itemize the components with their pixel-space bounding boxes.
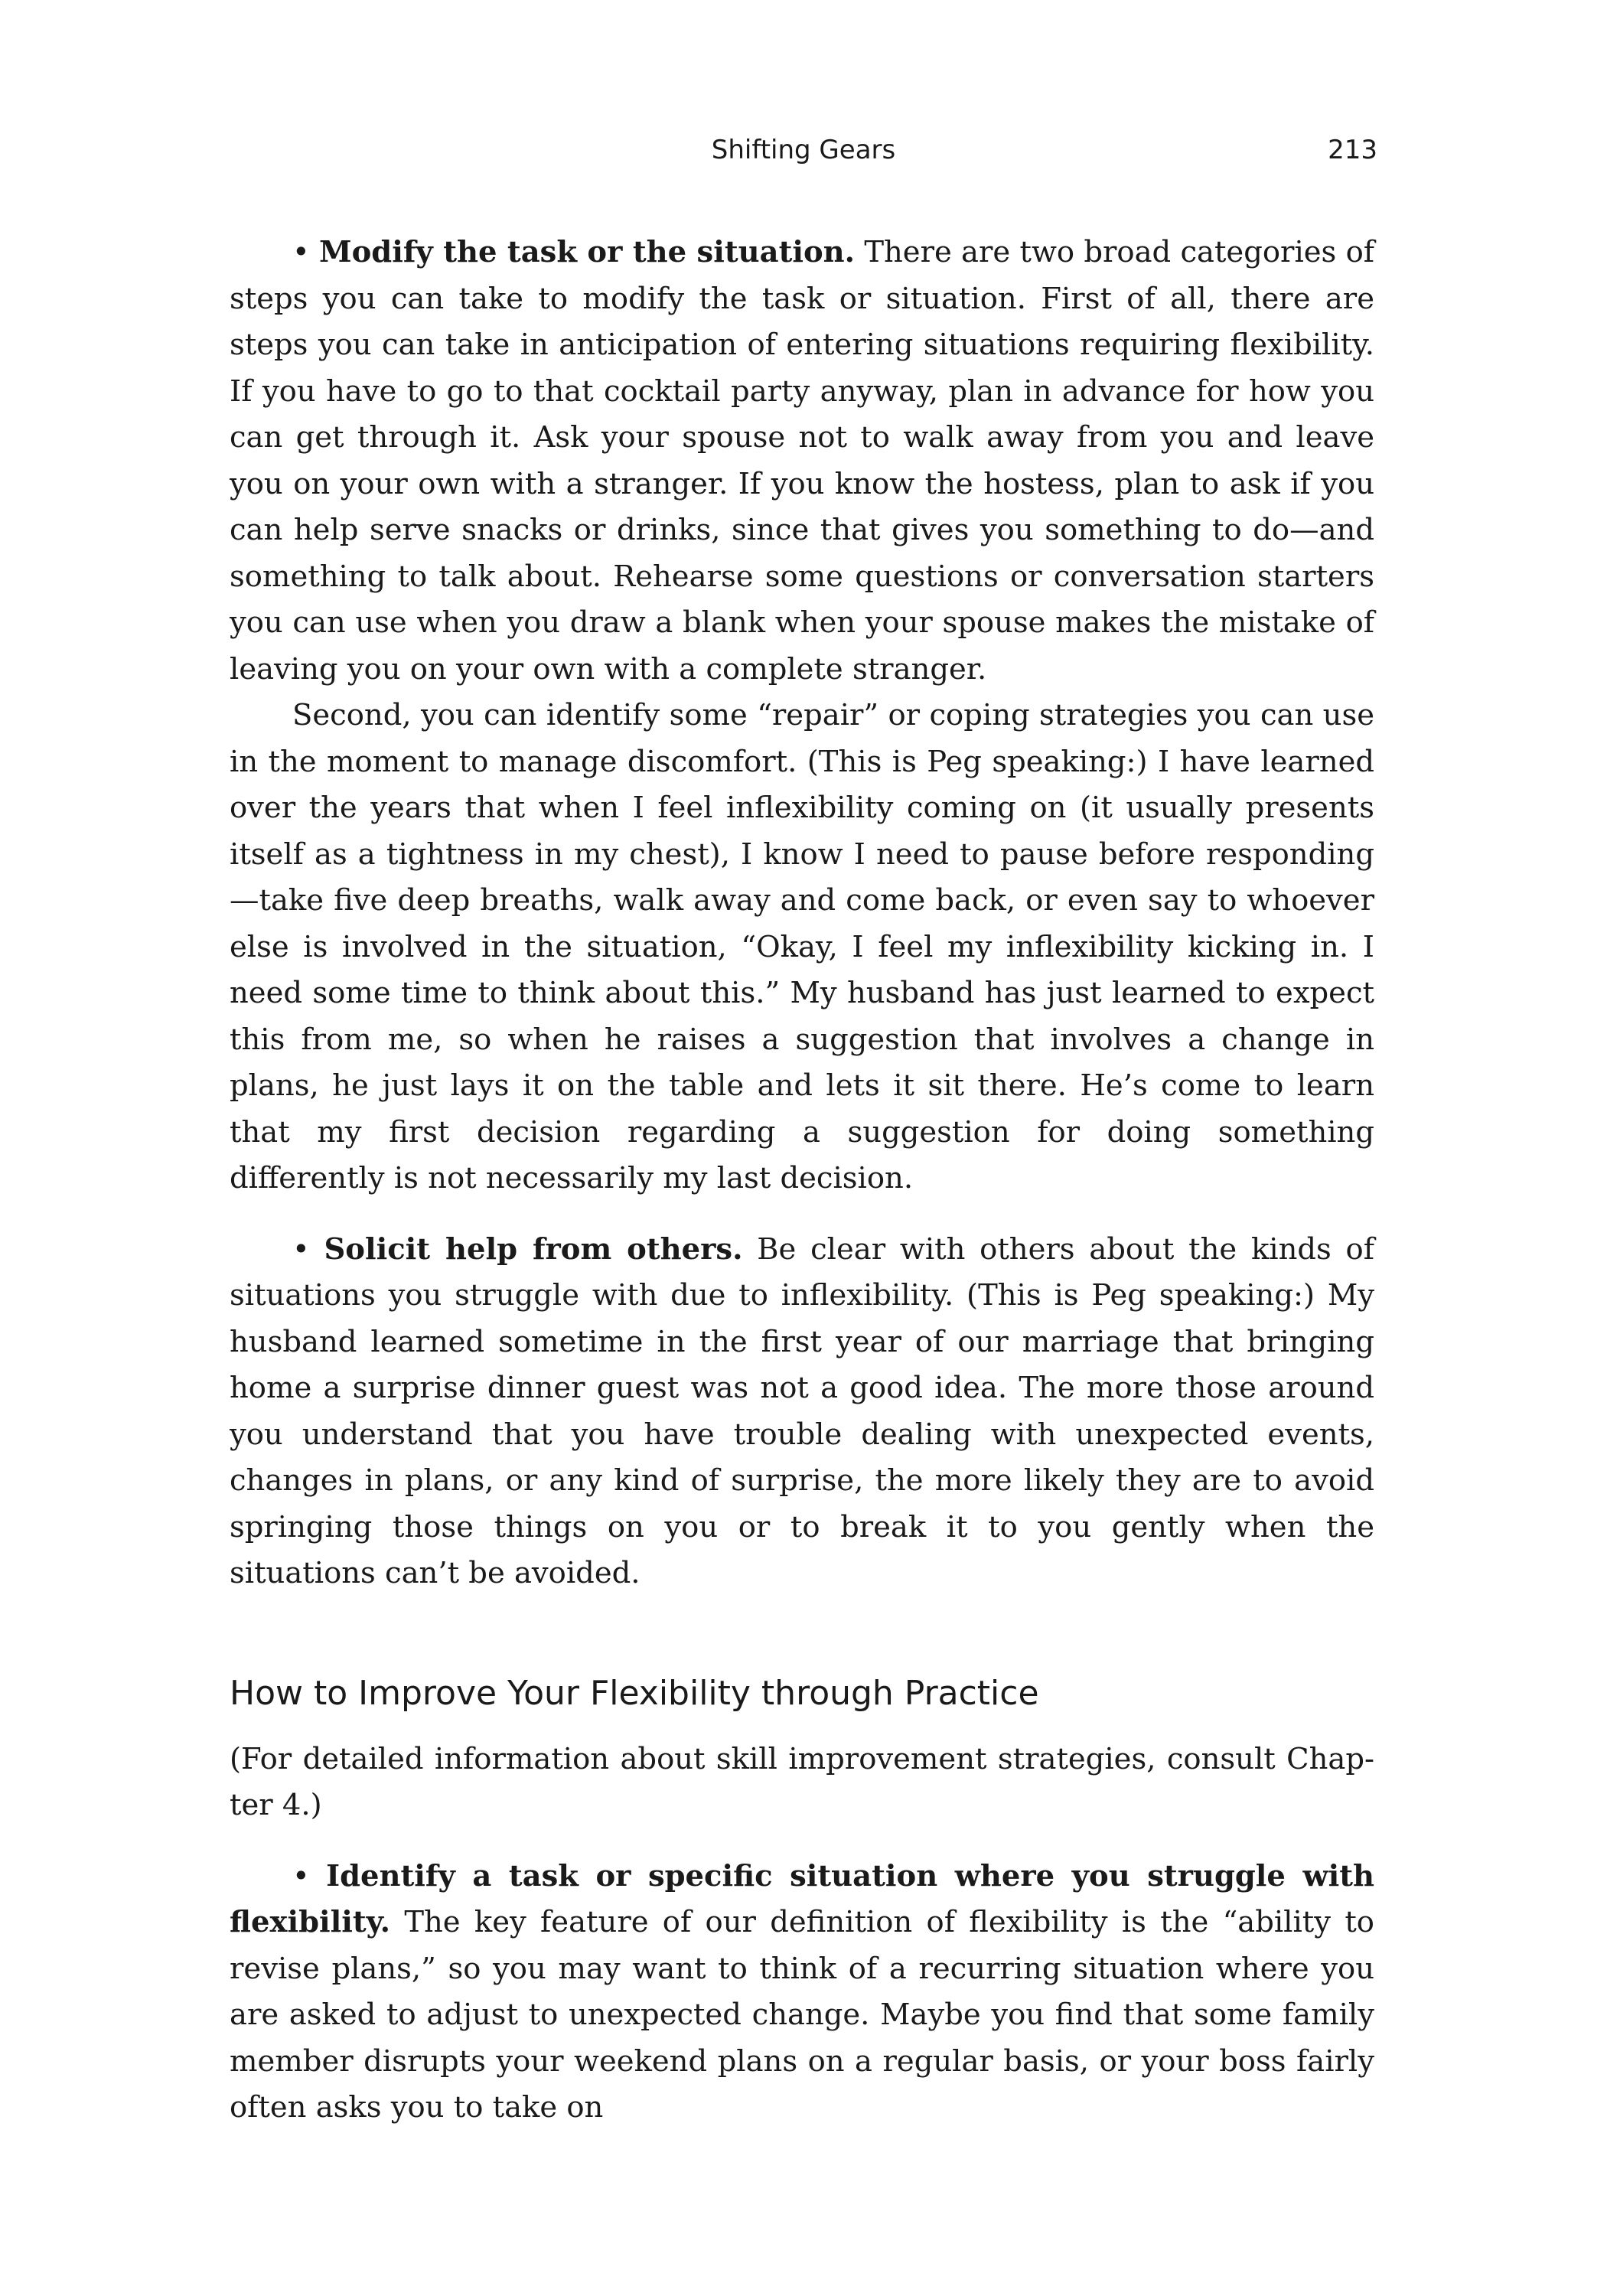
- body-text: [230, 230, 1374, 2131]
- bullet-lead-solicit: Solicit help from others.: [324, 1231, 743, 1267]
- bullet-lead-modify: Modify the task or the situation.: [319, 235, 856, 269]
- paragraph-text-intro: (For detailed information about skill improvement strategies, consult Chapter 4.): [230, 1741, 1374, 1822]
- paragraph-text-identify: The key feature of our definition of flexibility is the “ability to revise plans,” so you may want to think of a recurring situation where you are asked to adjust to unexpected change. Maybe you find that some family member disrupts your weekend plans on a regular basis, or your boss fairly often asks you to take on: [230, 1905, 1374, 2125]
- paragraph-text-second: Second, you can identify some “repair” or coping strategies you can use in the moment to manage discomfort. (This is Peg speaking:) I have learned over the years that when I feel inflexibility coming on (it usually presents itself as a tightness in my chest), I know I need to pause before responding—take five deep breaths, walk away and come back, or even say to whoever else is involved in the situation, “Okay, I feel my inflexibility kicking in. I need some time to think about this.” My husband has just learned to expect this from me, so when he raises a suggestion that involves a change in plans, he just lays it on the table and lets it sit there. He’s come to learn that my first decision regarding a suggestion for doing something differently is not necessarily my last decision.: [230, 698, 1374, 1195]
- section-heading: How to Improve Your Flexibility through Practice: [230, 1673, 1039, 1713]
- running-head: [230, 135, 1377, 173]
- paragraph-identify-task: [230, 1854, 1374, 2131]
- running-head-title: Shifting Gears: [711, 135, 896, 165]
- paragraph-section-intro: [230, 1737, 1374, 1829]
- bullet-icon: •: [292, 235, 310, 269]
- bullet-icon: •: [292, 1858, 310, 1893]
- paragraph-modify-task: [230, 230, 1374, 693]
- paragraph-text-modify: There are two broad categories of steps you can take to modify the task or situation. First of all, there are steps you can take in anticipation of entering situations requiring flexibility. If you have to go to that cocktail party anyway, plan in advance for how you can get through it. Ask your spouse not to walk away from you and leave you on your own with a stranger. If you know the hostess, plan to ask if you can help serve snacks or drinks, since that gives you something to do—and something to talk about. Rehearse some questions or conversation starters you can use when you draw a blank when your spouse makes the mistake of leaving you on your own with a complete stranger.: [230, 235, 1374, 687]
- paragraph-solicit-help: [230, 1227, 1374, 1597]
- bullet-lead-identify: Identify a task or specific situation where you struggle with flexibility.: [230, 1858, 1374, 1939]
- bullet-icon: •: [292, 1231, 310, 1267]
- paragraph-text-solicit: Be clear with others about the kinds of situations you struggle with due to inflexibility. (This is Peg speaking:) My husband learned sometime in the first year of our marriage that bringing home a surprise dinner guest was not a good idea. The more those around you understand that you have trouble dealing with unexpected events, changes in plans, or any kind of surprise, the more likely they are to avoid springing those things on you or to break it to you gently when the situations can’t be avoided.: [230, 1231, 1374, 1590]
- paragraph-second-strategies: [230, 693, 1374, 1202]
- page-number: 213: [1328, 135, 1377, 165]
